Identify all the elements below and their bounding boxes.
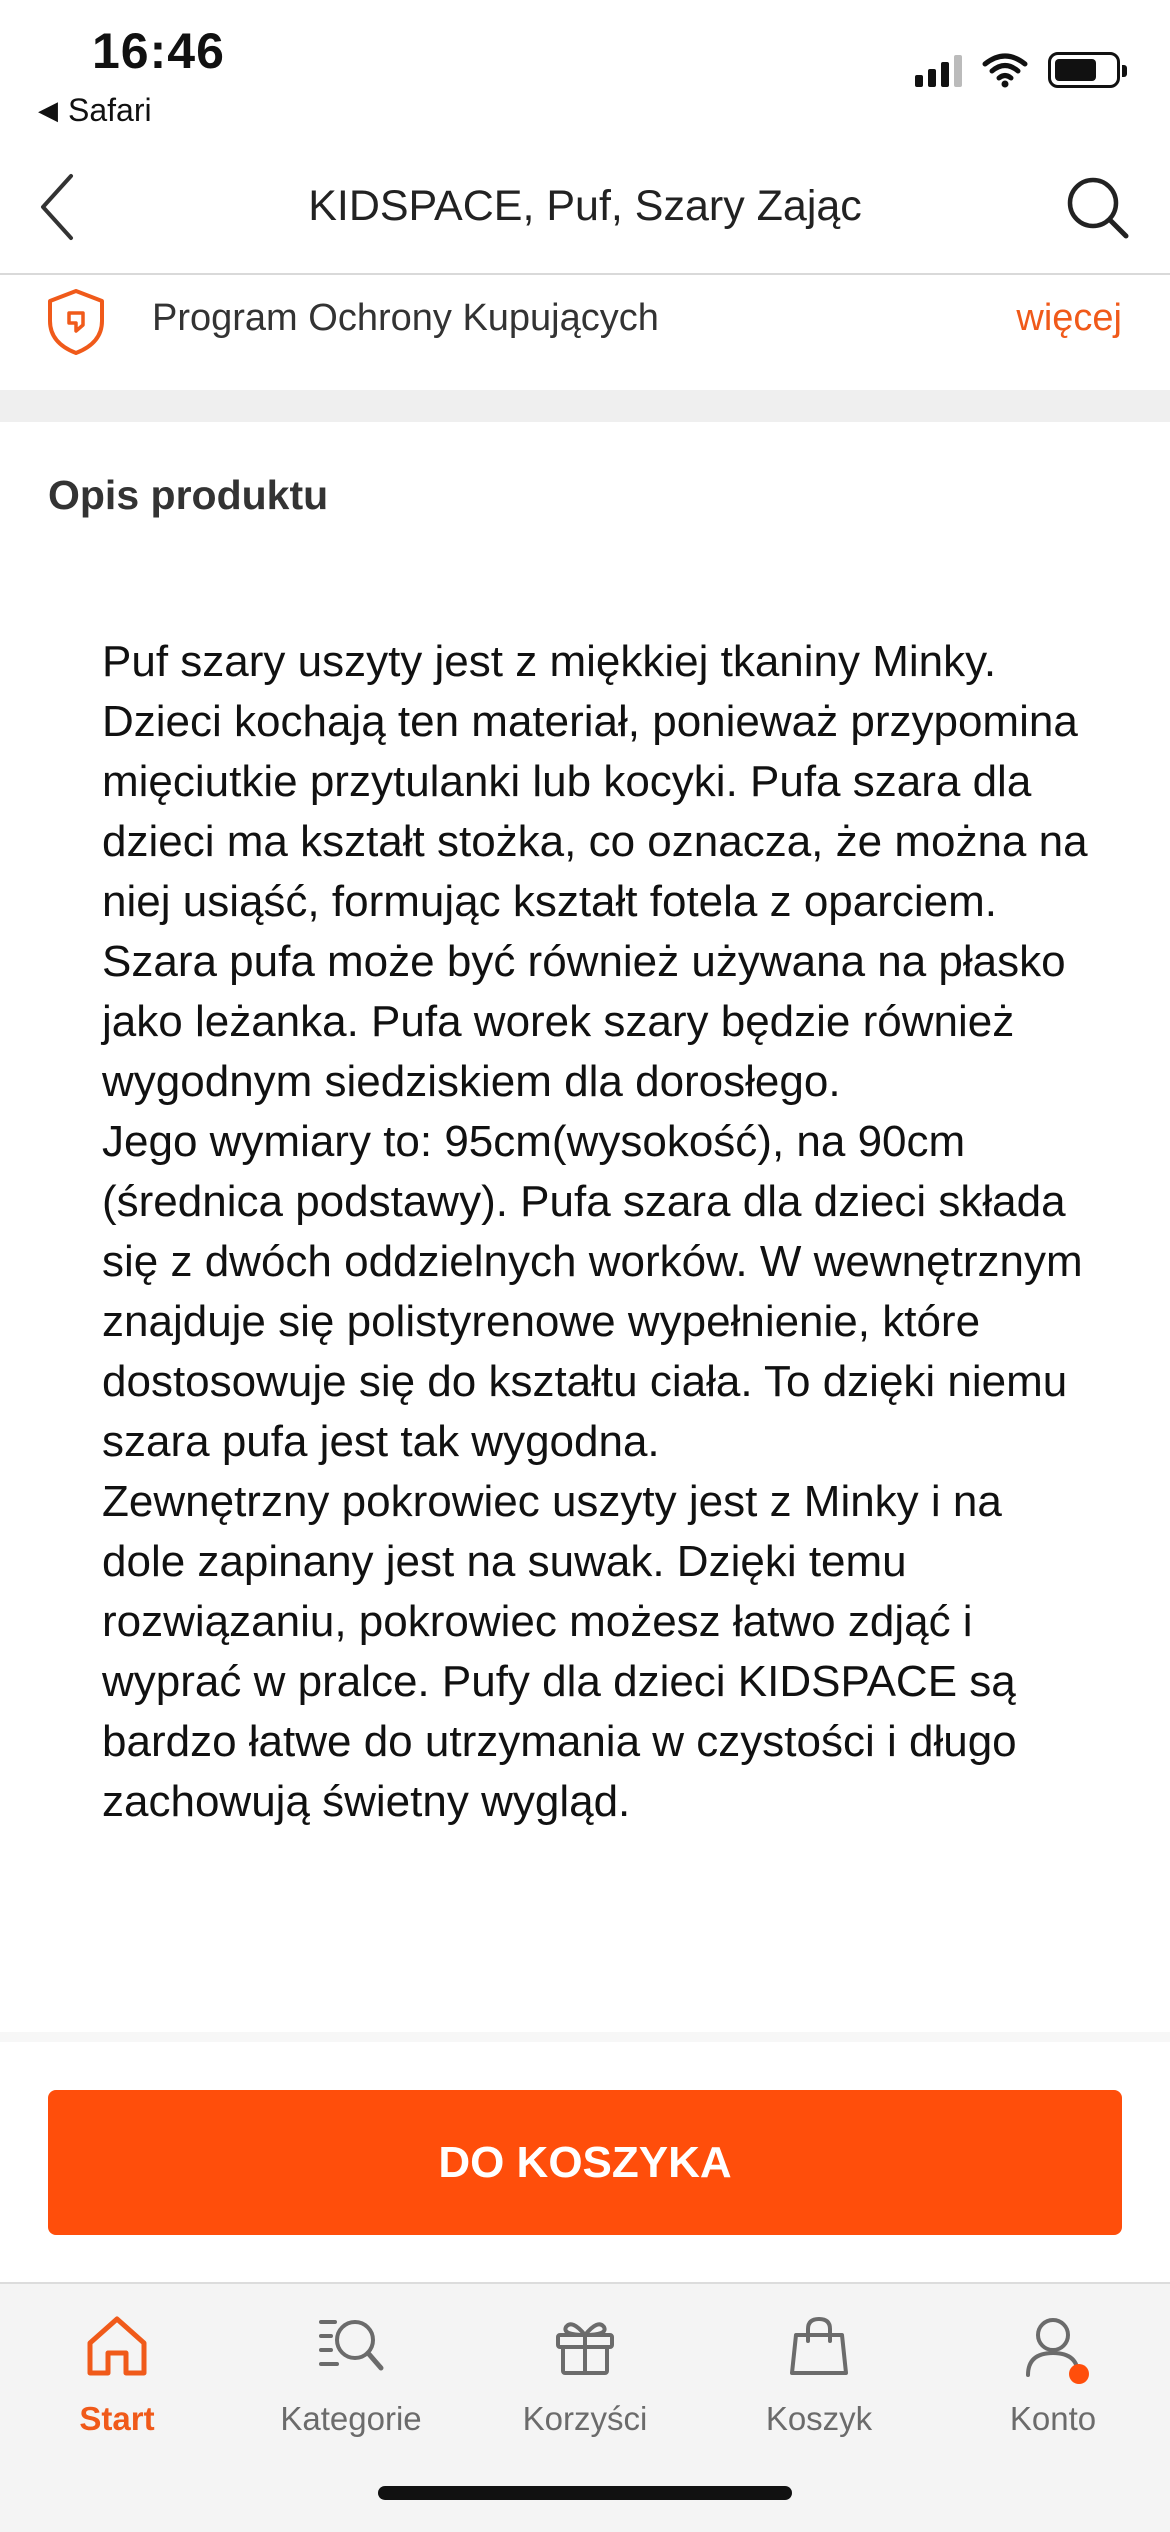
back-app-label: Safari: [68, 92, 152, 128]
tab-kategorie[interactable]: [234, 2306, 468, 2466]
home-indicator: [378, 2486, 792, 2500]
wifi-icon: [982, 52, 1028, 88]
status-time: 16:46: [92, 23, 225, 79]
description-paragraph: Jego wymiary to: 95cm(wysokość), na 90cm (średnica podstawy). Pufa szara dla dzieci składa się z dwóch oddzielnych worków. W wewnętrznym znajduje się polistyrenowe wypełnienie, które dostosowuje się do kształtu ciała. To dzięki niemu szara pufa jest tak wygodna.: [102, 1117, 1083, 1466]
section-divider: [0, 390, 1170, 422]
tab-start[interactable]: [0, 2306, 234, 2466]
battery-icon: [1048, 52, 1120, 88]
page-title: KIDSPACE, Puf, Szary Zając: [308, 182, 862, 230]
shield-icon: [44, 287, 108, 357]
tab-koszyk[interactable]: [702, 2306, 936, 2466]
description-paragraph: Zewnętrzny pokrowiec uszyty jest z Minky i na dole zapinany jest na suwak. Dzięki temu rozwiązaniu, pokrowiec możesz łatwo zdjąć i wyprać w pralce. Pufy dla dzieci KIDSPACE są bardzo łatwe do utrzymania w czystości i długo zachowują świetny wygląd.: [102, 1477, 1017, 1826]
notification-dot: [1069, 2364, 1089, 2384]
tab-konto[interactable]: [936, 2306, 1170, 2466]
status-bar: [0, 0, 1170, 150]
tab-label: Konto: [1009, 2400, 1097, 2437]
product-description: [102, 632, 1092, 1832]
buyer-protection-row[interactable]: [0, 277, 1170, 390]
back-button[interactable]: [22, 162, 92, 252]
description-heading: Opis produktu: [48, 472, 329, 518]
categories-search-icon: [315, 2310, 387, 2382]
chevron-left-icon: [37, 172, 77, 242]
tab-korzysci[interactable]: [468, 2306, 702, 2466]
search-button[interactable]: [1058, 168, 1138, 248]
tab-label: Kategorie: [280, 2400, 422, 2437]
search-icon: [1065, 175, 1131, 241]
section-divider: [0, 2032, 1170, 2042]
description-paragraph: Puf szary uszyty jest z miękkiej tkaniny Minky. Dzieci kochają ten materiał, ponieważ przypomina mięciutkie przytulanki lub kocyki. Pufa szara dla dzieci ma kształt stożka, co oznacza, że można na niej usiąść, formując kształt fotela z oparciem. Szara pufa może być również używana na płasko jako leżanka. Pufa worek szary będzie również wygodnym siedziskiem dla dorosłego.: [102, 637, 1088, 1106]
back-to-app-link[interactable]: [38, 92, 152, 129]
home-icon: [82, 2311, 152, 2381]
add-to-cart-button[interactable]: DO KOSZYKA: [48, 2090, 1122, 2235]
shopping-bag-icon: [784, 2311, 854, 2381]
back-triangle-icon: ◀: [38, 95, 58, 125]
cellular-signal-icon: [915, 53, 962, 87]
more-link[interactable]: więcej: [1016, 297, 1122, 339]
product-header: [0, 150, 1170, 275]
buyer-protection-label: Program Ochrony Kupujących: [152, 297, 659, 339]
status-icons: [915, 52, 1120, 88]
tab-label: Korzyści: [522, 2400, 648, 2437]
gift-icon: [550, 2311, 620, 2381]
tab-label: Koszyk: [765, 2400, 873, 2437]
tab-label: Start: [79, 2400, 155, 2437]
